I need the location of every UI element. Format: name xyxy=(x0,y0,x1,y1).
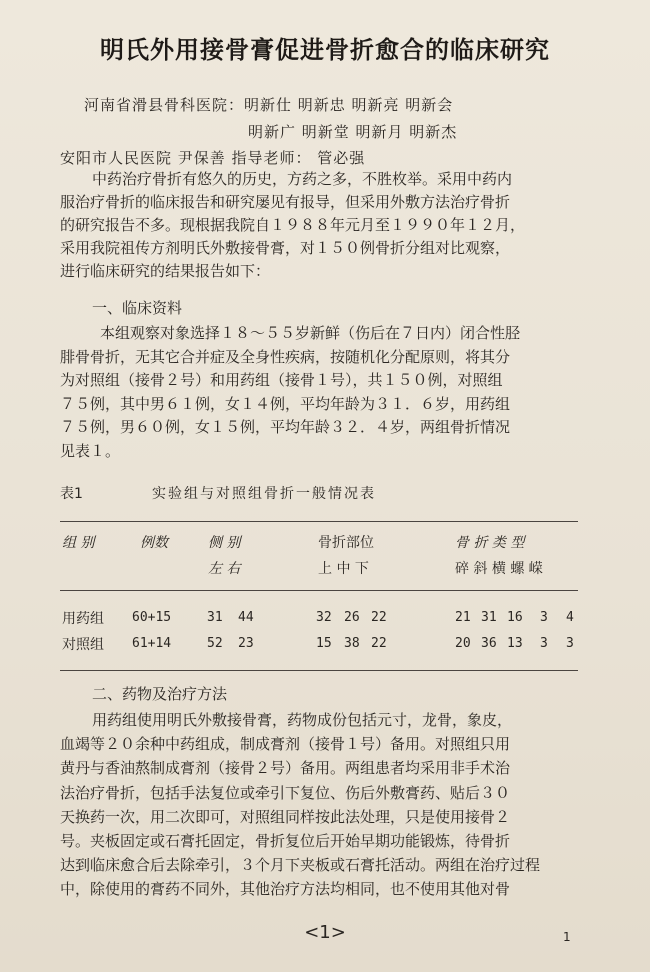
th-site-sub: 上 中 下 xyxy=(318,561,369,577)
table-label: 表1 xyxy=(60,486,83,502)
section1-line: 见表１。 xyxy=(60,441,121,460)
row-type-transverse: 16 xyxy=(507,610,523,625)
section2-heading: 二、药物及治疗方法 xyxy=(92,685,228,703)
row-type-other: 3 xyxy=(566,636,574,651)
row-group: 用药组 xyxy=(62,611,104,627)
row-right: 23 xyxy=(238,636,254,651)
row-middle: 26 xyxy=(344,610,360,625)
row-type-other: 4 xyxy=(566,610,574,625)
section1-heading: 一、临床资料 xyxy=(92,299,183,317)
section2-line: 法治疗骨折，包括手法复位或牵引下复位、伤后外敷膏药、贴后３０ xyxy=(60,783,511,802)
intro-line: 的研究报告不多。现根据我院自１９８８年元月至１９９０年１２月， xyxy=(60,216,526,234)
section1-paragraph xyxy=(60,322,600,463)
page-corner-number: 1 xyxy=(563,930,571,944)
authors-line-2: 明新广 明新堂 明新月 明新杰 xyxy=(248,123,458,141)
section1-line: 为对照组（接骨２号）和用药组（接骨１号），共１５０例，对照组 xyxy=(60,371,503,389)
page-title: 明氏外用接骨膏促进骨折愈合的临床研究 xyxy=(100,36,550,64)
section2-line: 黄丹与香油熬制成膏剂（接骨２号）备用。两组患者均采用非手术治 xyxy=(60,759,511,778)
row-type-oblique: 31 xyxy=(481,610,497,625)
th-type-sub: 碎 斜 横 螺 嵘 xyxy=(455,561,543,577)
th-type: 骨 折 类 型 xyxy=(455,535,525,551)
section1-line: 本组观察对象选择１８～５５岁新鲜（伤后在７日内）闭合性胫 xyxy=(100,324,521,342)
row-upper: 15 xyxy=(316,636,332,651)
section2-line: 血竭等２０余种中药组成，制成膏剂（接骨１号）备用。对照组只用 xyxy=(60,735,511,754)
row-group: 对照组 xyxy=(62,637,104,653)
row-type-comminuted: 20 xyxy=(455,636,471,651)
section1-line: ７５例，其中男６１例，女１４例，平均年龄为３１．６岁，用药组 xyxy=(60,394,511,413)
row-left: 31 xyxy=(207,610,223,625)
authors-line-1: 河南省滑县骨科医院：明新仕 明新忠 明新亮 明新会 xyxy=(84,96,454,114)
row-lower: 22 xyxy=(371,610,387,625)
th-site: 骨折部位 xyxy=(318,535,374,551)
row-right: 44 xyxy=(238,610,254,625)
th-group: 组 别 xyxy=(62,535,95,551)
row-lower: 22 xyxy=(371,636,387,651)
table-bottom-rule xyxy=(60,670,578,671)
row-upper: 32 xyxy=(316,610,332,625)
intro-line: 中药治疗骨折有悠久的历史，方药之多，不胜枚举。采用中药内 xyxy=(92,170,513,188)
row-count: 61+14 xyxy=(132,636,172,651)
section1-line: 腓骨骨折，无其它合并症及全身性疾病，按随机化分配原则，将其分 xyxy=(60,347,511,366)
section2-line: 天换药一次，用二次即可，对照组同样按此法处理，只是使用接骨２ xyxy=(60,807,511,826)
section2-line: 中，除使用的膏药不同外，其他治疗方法均相同，也不使用其他对骨 xyxy=(60,880,511,899)
section2-line: 达到临床愈合后去除牵引，３个月下夹板或石膏托活动。两组在治疗过程 xyxy=(60,856,541,875)
intro-line: 服治疗骨折的临床报告和研究屡见有报导，但采用外敷方法治疗骨折 xyxy=(60,193,511,211)
table-caption: 实验组与对照组骨折一般情况表 xyxy=(152,486,376,502)
th-side-sub: 左 右 xyxy=(208,561,241,577)
row-type-comminuted: 21 xyxy=(455,610,471,625)
section1-line: ７５例，男６０例，女１５例，平均年龄３２．４岁，两组骨折情况 xyxy=(60,418,511,436)
row-type-spiral: 3 xyxy=(540,610,548,625)
intro-line: 采用我院祖传方剂明氏外敷接骨膏，对１５０例骨折分组对比观察， xyxy=(60,239,511,257)
section2-line: 用药组使用明氏外敷接骨膏，药物成份包括元寸，龙骨，象皮， xyxy=(92,711,513,729)
row-left: 52 xyxy=(207,636,223,651)
row-type-transverse: 13 xyxy=(507,636,523,651)
th-count: 例数 xyxy=(140,535,168,551)
authors-line-3: 安阳市人民医院 尹保善 指导老师： 管必强 xyxy=(60,149,366,167)
table-top-rule xyxy=(60,521,578,522)
intro-line: 进行临床研究的结果报告如下： xyxy=(60,262,271,280)
page-number: <1> xyxy=(304,922,346,943)
table-header-rule xyxy=(60,590,578,591)
th-side: 侧 别 xyxy=(208,535,241,551)
row-count: 60+15 xyxy=(132,610,172,625)
row-type-spiral: 3 xyxy=(540,636,548,651)
row-type-oblique: 36 xyxy=(481,636,497,651)
section2-paragraph xyxy=(60,708,600,902)
section2-line: 号。夹板固定或石膏托固定，骨折复位后开始早期功能锻炼，待骨折 xyxy=(60,832,511,851)
row-middle: 38 xyxy=(344,636,360,651)
intro-paragraph xyxy=(60,168,600,283)
